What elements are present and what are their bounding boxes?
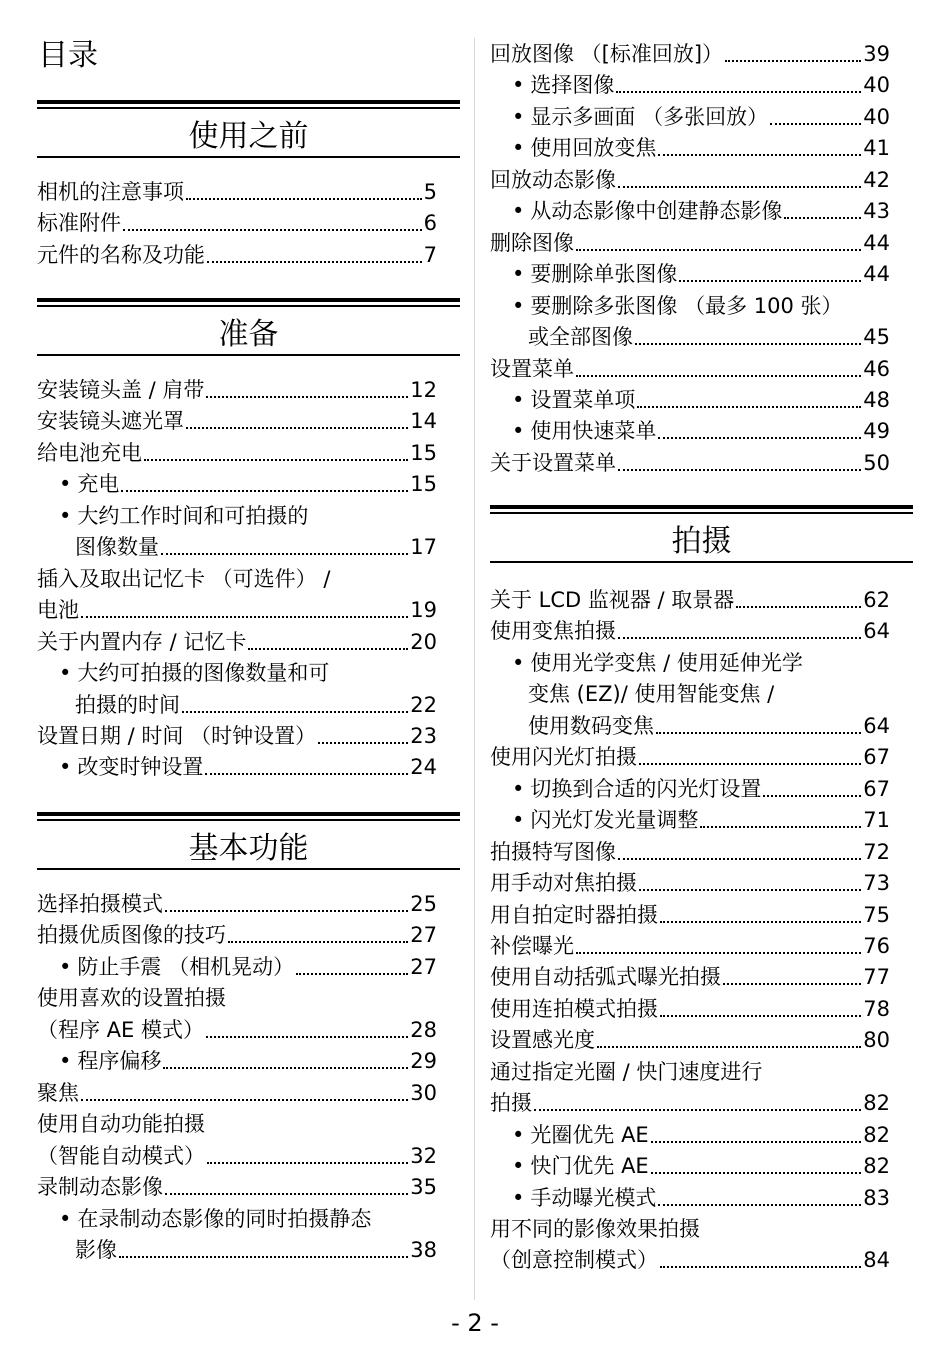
toc-entry[interactable]: [490, 40, 890, 68]
toc-entry[interactable]: [490, 1246, 890, 1274]
dot-leader: [576, 942, 861, 954]
toc-entry[interactable]: [528, 712, 890, 740]
toc-entry-page: 42: [863, 167, 890, 192]
toc-entry-page: 6: [423, 211, 437, 236]
dot-leader: [723, 973, 861, 985]
toc-entry-text: 元件的名称及功能: [37, 242, 205, 267]
toc-entry-page: 44: [863, 262, 890, 287]
toc-entry-text: 大约可拍摄的图像数量和可: [77, 661, 330, 686]
toc-entry-text: 要删除单张图像: [530, 262, 678, 287]
toc-entry-text: 变焦 (EZ)/ 使用智能变焦 /: [528, 682, 775, 707]
toc-entry[interactable]: [490, 355, 890, 383]
toc-entry-page: 23: [410, 723, 437, 748]
dot-leader: [182, 701, 408, 713]
toc-entry[interactable]: [528, 680, 890, 708]
toc-entry-page: 25: [410, 892, 437, 916]
toc-entry-text: 标准附件: [37, 211, 121, 236]
toc-entry-text: （创意控制模式）: [490, 1248, 658, 1273]
dot-leader: [660, 911, 861, 923]
dot-leader: [576, 365, 861, 377]
dot-leader: [207, 1152, 408, 1164]
toc-entry-text: 改变时钟设置: [77, 755, 204, 780]
bullet-icon: •: [512, 1185, 525, 1210]
toc-entry-text: 选择图像: [530, 73, 615, 98]
toc-entry-text: （程序 AE 模式）: [37, 1017, 204, 1042]
toc-entry-text: 使用变焦拍摄: [490, 619, 616, 644]
toc-entry[interactable]: [75, 533, 437, 561]
toc-entry[interactable]: [37, 628, 437, 656]
toc-entry-page: 64: [863, 713, 890, 738]
section-title: 基本功能: [188, 831, 309, 866]
toc-entry-text: 使用快速菜单: [530, 419, 657, 444]
dot-leader: [651, 1162, 862, 1174]
dot-leader: [635, 333, 861, 345]
bullet-icon: •: [512, 73, 525, 98]
toc-entry-text: 拍摄优质图像的技巧: [37, 923, 226, 948]
toc-entry[interactable]: [75, 1236, 437, 1264]
dot-leader: [618, 627, 861, 639]
toc-entry-text: 使用数码变焦: [528, 713, 654, 738]
dot-leader: [658, 144, 861, 156]
toc-entry[interactable]: [37, 376, 437, 404]
toc-entry-text: 或全部图像: [528, 325, 633, 350]
toc-entry-page: 22: [410, 692, 437, 717]
section-header: [37, 298, 460, 354]
toc-entry-page: 67: [863, 776, 890, 801]
toc-entry-text: 拍摄: [490, 1091, 532, 1116]
section-rule: [490, 561, 913, 563]
toc-entry-text: 回放图像 （[标准回放]）: [490, 42, 724, 66]
toc-entry[interactable]: [490, 901, 890, 929]
toc-entry[interactable]: [37, 1173, 437, 1201]
toc-entry-text: 设置菜单项: [530, 387, 636, 412]
toc-entry[interactable]: [512, 260, 890, 288]
bullet-icon: •: [512, 104, 525, 129]
page-number: - 2 -: [451, 1309, 499, 1337]
toc-entry[interactable]: [512, 71, 890, 99]
toc-entry-text: 回放动态影像: [490, 167, 616, 192]
dot-leader: [656, 722, 861, 734]
dot-leader: [296, 963, 408, 975]
bullet-icon: •: [512, 1154, 525, 1179]
column-divider: [474, 38, 475, 1300]
toc-entry[interactable]: [512, 1121, 890, 1149]
toc-entry[interactable]: [59, 1205, 437, 1233]
bullet-icon: •: [512, 199, 525, 224]
toc-entry-page: 30: [410, 1080, 437, 1105]
toc-entry-page: 44: [863, 230, 890, 255]
toc-entry[interactable]: [490, 617, 890, 645]
toc-entry-page: 40: [863, 73, 890, 98]
dot-leader: [576, 239, 861, 251]
toc-entry-text: 图像数量: [75, 535, 159, 560]
dot-leader: [207, 251, 422, 263]
dot-leader: [186, 188, 422, 200]
toc-entry-text: 通过指定光圈 / 快门速度进行: [490, 1059, 763, 1084]
toc-entry-text: 电池: [37, 598, 79, 623]
toc-entry-text: 显示多画面 （多张回放）: [530, 104, 769, 129]
toc-entry-page: 67: [863, 745, 890, 770]
dot-leader: [616, 81, 861, 93]
toc-entry[interactable]: [490, 932, 890, 960]
dot-leader: [534, 1099, 861, 1111]
toc-entry-text: 删除图像: [490, 230, 574, 255]
toc-entry[interactable]: [37, 1142, 437, 1170]
dot-leader: [658, 427, 861, 439]
toc-entry-text: 防止手震 （相机晃动）: [77, 954, 295, 979]
section-title: 使用之前: [188, 119, 309, 154]
toc-entry[interactable]: [512, 1152, 890, 1180]
toc-entry-page: 24: [410, 755, 437, 780]
toc-entry-page: 80: [863, 1028, 890, 1053]
toc-entry-page: 49: [863, 419, 890, 444]
toc-entry-text: 设置感光度: [490, 1028, 595, 1053]
toc-entry[interactable]: [512, 649, 890, 677]
toc-entry[interactable]: [512, 775, 890, 803]
dot-leader: [206, 1026, 408, 1038]
toc-entry-text: 给电池充电: [37, 440, 142, 465]
toc-entry-page: 64: [863, 619, 890, 644]
toc-entry-page: 28: [410, 1017, 437, 1042]
toc-entry[interactable]: [37, 722, 437, 750]
dot-leader: [318, 732, 408, 744]
bullet-icon: •: [59, 1206, 72, 1231]
toc-entry-page: 15: [410, 440, 437, 465]
dot-leader: [618, 848, 861, 860]
toc-entry-text: 录制动态影像: [37, 1175, 163, 1200]
dot-leader: [161, 543, 408, 555]
section-rule: [37, 868, 460, 870]
toc-entry-page: 78: [863, 996, 890, 1021]
dot-leader: [144, 449, 408, 461]
toc-entry-text: 用手动对焦拍摄: [490, 871, 637, 896]
toc-entry-text: 影像: [75, 1237, 117, 1262]
dot-leader: [165, 900, 408, 912]
toc-entry[interactable]: [37, 209, 437, 237]
dot-leader: [205, 763, 408, 775]
toc-entry[interactable]: [490, 586, 890, 614]
toc-entry-page: 38: [410, 1237, 437, 1262]
toc-entry-page: 46: [863, 356, 890, 381]
toc-entry-text: 使用连拍模式拍摄: [490, 996, 658, 1021]
toc-entry-text: 使用光学变焦 / 使用延伸光学: [530, 650, 803, 675]
toc-entry[interactable]: [75, 691, 437, 719]
toc-entry-text: 光圈优先 AE: [530, 1122, 649, 1147]
toc-entry-text: 充电: [77, 472, 120, 497]
dot-leader: [618, 176, 861, 188]
toc-entry-page: 32: [410, 1143, 437, 1168]
toc-entry-page: 7: [423, 242, 437, 267]
toc-entry-text: 聚焦: [37, 1080, 79, 1105]
toc-entry[interactable]: [59, 753, 437, 781]
toc-entry[interactable]: [37, 241, 437, 269]
bullet-icon: •: [512, 808, 525, 833]
section-rule: [37, 354, 460, 356]
toc-entry[interactable]: [490, 1089, 890, 1117]
bullet-icon: •: [59, 1049, 72, 1074]
dot-leader: [763, 785, 861, 797]
section-title: 拍摄: [671, 524, 732, 559]
toc-entry[interactable]: [512, 417, 890, 445]
toc-entry-text: 拍摄的时间: [75, 692, 180, 717]
toc-entry[interactable]: [512, 1184, 890, 1212]
toc-entry[interactable]: [490, 869, 890, 897]
bullet-icon: •: [512, 387, 525, 412]
dot-leader: [206, 386, 408, 398]
toc-entry[interactable]: [59, 470, 437, 498]
toc-entry[interactable]: [490, 229, 890, 257]
toc-entry-page: 75: [863, 902, 890, 927]
toc-entry[interactable]: [59, 659, 437, 687]
toc-entry[interactable]: [490, 1058, 890, 1086]
toc-entry-text: 使用自动功能拍摄: [37, 1112, 205, 1137]
section-header: [37, 812, 460, 868]
bullet-icon: •: [512, 136, 525, 161]
toc-entry-text: 使用喜欢的设置拍摄: [37, 986, 226, 1011]
toc-entry-text: 切换到合适的闪光灯设置: [530, 776, 762, 801]
toc-entry-page: 19: [410, 598, 437, 623]
toc-entry-page: 35: [410, 1175, 437, 1200]
bullet-icon: •: [59, 503, 72, 528]
dot-leader: [784, 207, 861, 219]
toc-entry-text: 程序偏移: [77, 1049, 162, 1074]
toc-entry[interactable]: [59, 953, 437, 981]
dot-leader: [700, 816, 861, 828]
toc-entry-page: 20: [410, 629, 437, 654]
toc-entry-page: 72: [863, 839, 890, 864]
toc-entry-text: 使用闪光灯拍摄: [490, 745, 637, 770]
toc-entry-page: 45: [863, 325, 890, 350]
toc-entry-page: 43: [863, 199, 890, 224]
toc-entry[interactable]: [512, 806, 890, 834]
toc-entry-page: 82: [863, 1154, 890, 1179]
toc-entry-page: 41: [863, 136, 890, 161]
dot-leader: [81, 606, 408, 618]
bullet-icon: •: [59, 472, 72, 497]
toc-entry[interactable]: [37, 1016, 437, 1044]
toc-entry-page: 71: [863, 808, 890, 833]
toc-entry-text: 用不同的影像效果拍摄: [490, 1217, 700, 1241]
toc-entry-text: 选择拍摄模式: [37, 892, 163, 916]
toc-entry-text: 插入及取出记忆卡 （可选件） /: [37, 566, 331, 591]
toc-entry[interactable]: [490, 1215, 890, 1243]
toc-entry[interactable]: [490, 963, 890, 991]
dot-leader: [597, 1036, 861, 1048]
section-rule: [37, 156, 460, 158]
toc-entry[interactable]: [37, 178, 437, 206]
bullet-icon: •: [512, 1122, 525, 1147]
toc-entry-page: 17: [410, 535, 437, 560]
dot-leader: [123, 219, 422, 231]
toc-entry-text: 拍摄特写图像: [490, 839, 616, 864]
bullet-icon: •: [512, 419, 525, 444]
toc-entry[interactable]: [37, 407, 437, 435]
dot-leader: [639, 879, 861, 891]
toc-entry[interactable]: [512, 197, 890, 225]
toc-entry-page: 39: [863, 42, 890, 66]
toc-entry-text: 设置日期 / 时间 （时钟设置）: [37, 723, 317, 748]
toc-entry-text: （智能自动模式）: [37, 1143, 205, 1168]
toc-entry-page: 77: [863, 965, 890, 990]
dot-leader: [618, 459, 861, 471]
dot-leader: [119, 1246, 408, 1258]
dot-leader: [725, 50, 861, 62]
toc-entry-page: 82: [863, 1091, 890, 1116]
toc-entry[interactable]: [37, 1110, 437, 1138]
toc-entry-text: 使用自动括弧式曝光拍摄: [490, 965, 721, 990]
toc-entry-page: 50: [863, 450, 890, 475]
toc-entry-text: 设置菜单: [490, 356, 574, 381]
bullet-icon: •: [512, 262, 525, 287]
toc-entry-text: 安装镜头盖 / 肩带: [37, 378, 205, 402]
toc-entry-text: 在录制动态影像的同时拍摄静态: [77, 1206, 372, 1231]
toc-entry[interactable]: [59, 502, 437, 530]
toc-entry[interactable]: [490, 1026, 890, 1054]
bullet-icon: •: [512, 650, 525, 675]
toc-entry-page: 48: [863, 387, 890, 412]
toc-entry[interactable]: [37, 890, 437, 918]
toc-entry-text: 关于内置内存 / 记忆卡: [37, 629, 247, 654]
toc-entry-page: 73: [863, 871, 890, 896]
toc-entry-page: 27: [410, 923, 437, 948]
toc-entry-page: 62: [863, 588, 890, 612]
toc-entry[interactable]: [490, 995, 890, 1023]
toc-entry-text: 大约工作时间和可拍摄的: [77, 503, 309, 528]
dot-leader: [660, 1005, 861, 1017]
toc-entry[interactable]: [490, 743, 890, 771]
toc-entry-text: 手动曝光模式: [530, 1185, 657, 1210]
dot-leader: [770, 113, 861, 125]
dot-leader: [660, 1256, 861, 1268]
toc-entry[interactable]: [37, 1079, 437, 1107]
toc-entry-text: 使用回放变焦: [530, 136, 657, 161]
page-title: 目录: [38, 38, 98, 73]
toc-entry[interactable]: [37, 921, 437, 949]
dot-leader: [736, 596, 861, 608]
toc-entry[interactable]: [512, 386, 890, 414]
toc-entry-page: 29: [410, 1049, 437, 1074]
toc-entry[interactable]: [37, 984, 437, 1012]
dot-leader: [228, 931, 408, 943]
dot-leader: [637, 396, 861, 408]
toc-entry-text: 关于设置菜单: [490, 450, 616, 475]
toc-entry-page: 12: [410, 378, 437, 402]
toc-entry-text: 相机的注意事项: [37, 180, 184, 204]
section-header: [490, 505, 913, 561]
bullet-icon: •: [59, 755, 72, 780]
toc-entry-text: 快门优先 AE: [530, 1154, 649, 1179]
toc-entry-page: 15: [410, 472, 437, 497]
bullet-icon: •: [59, 954, 72, 979]
dot-leader: [186, 417, 408, 429]
toc-entry[interactable]: [490, 838, 890, 866]
bullet-icon: •: [59, 661, 72, 686]
toc-entry-page: 76: [863, 933, 890, 958]
toc-entry[interactable]: [512, 103, 890, 131]
toc-entry-page: 14: [410, 409, 437, 434]
toc-entry[interactable]: [37, 596, 437, 624]
dot-leader: [165, 1183, 408, 1195]
dot-leader: [658, 1194, 861, 1206]
toc-entry[interactable]: [37, 565, 437, 593]
toc-entry-page: 5: [423, 180, 437, 204]
toc-entry-text: 闪光灯发光量调整: [530, 808, 699, 833]
toc-entry-page: 84: [863, 1248, 890, 1273]
toc-entry[interactable]: [512, 134, 890, 162]
dot-leader: [248, 638, 408, 650]
toc-entry[interactable]: [490, 449, 890, 477]
toc-entry[interactable]: [59, 1047, 437, 1075]
bullet-icon: •: [512, 293, 525, 318]
toc-entry-text: 补偿曝光: [490, 933, 574, 958]
toc-entry[interactable]: [490, 166, 890, 194]
toc-entry-text: 用自拍定时器拍摄: [490, 902, 658, 927]
toc-entry-page: 83: [863, 1185, 890, 1210]
toc-entry[interactable]: [37, 439, 437, 467]
toc-entry-page: 40: [863, 104, 890, 129]
dot-leader: [163, 1057, 408, 1069]
toc-entry[interactable]: [528, 323, 890, 351]
dot-leader: [651, 1131, 862, 1143]
dot-leader: [639, 753, 861, 765]
dot-leader: [121, 480, 408, 492]
toc-entry-text: 安装镜头遮光罩: [37, 409, 184, 434]
toc-entry-text: 要删除多张图像 （最多 100 张）: [530, 293, 843, 318]
dot-leader: [679, 270, 861, 282]
toc-entry-page: 82: [863, 1122, 890, 1147]
dot-leader: [81, 1089, 408, 1101]
section-header: [37, 100, 460, 156]
toc-entry[interactable]: [512, 292, 890, 320]
toc-entry-text: 从动态影像中创建静态影像: [530, 199, 783, 224]
toc-entry-text: 关于 LCD 监视器 / 取景器: [490, 588, 735, 612]
section-title: 准备: [218, 317, 279, 352]
bullet-icon: •: [512, 776, 525, 801]
toc-entry-page: 27: [410, 954, 437, 979]
